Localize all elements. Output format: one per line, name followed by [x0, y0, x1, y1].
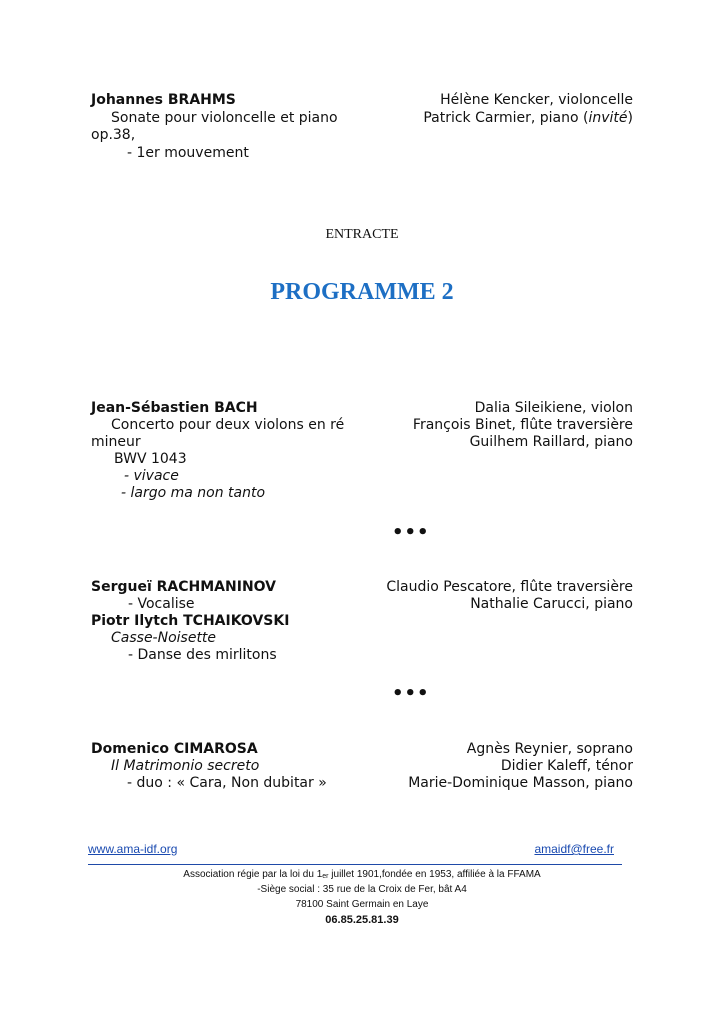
separator-dots: ••• — [392, 683, 430, 704]
separator-dots: ••• — [392, 522, 430, 543]
composer-brahms: Johannes BRAHMS — [91, 92, 236, 108]
performer: Guilhem Raillard, piano — [469, 434, 633, 450]
entracte-label: ENTRACTE — [325, 227, 399, 242]
email-link[interactable]: amaidf@free.fr — [534, 842, 614, 856]
performer: Didier Kaleff, ténor — [500, 758, 633, 774]
footer-address: -Siège social : 35 rue de la Croix de Fer, bât A4 — [257, 884, 467, 895]
work-title: Sonate pour violoncelle et piano — [111, 110, 338, 126]
work-movement: - duo : « Cara, Non dubitar » — [127, 775, 327, 791]
performer: Patrick Carmier, piano (invité) — [423, 110, 633, 126]
performer: Marie-Dominique Masson, piano — [408, 775, 633, 791]
performer: Claudio Pescatore, flûte traversière — [386, 579, 633, 595]
programme-title: PROGRAMME 2 — [270, 279, 454, 305]
work-opus: op.38, — [91, 127, 136, 143]
footer-divider — [88, 864, 622, 865]
performer: François Binet, flûte traversière — [412, 417, 633, 433]
performer: Nathalie Carucci, piano — [470, 596, 633, 612]
composer-tchaikovski: Piotr Ilytch TCHAIKOVSKI — [91, 613, 290, 629]
footer-city: 78100 Saint Germain en Laye — [295, 899, 429, 910]
work-catalog: BWV 1043 — [114, 451, 187, 467]
composer-bach: Jean-Sébastien BACH — [91, 400, 258, 416]
performer: Agnès Reynier, soprano — [466, 741, 633, 757]
website-link[interactable]: www.ama-idf.org — [88, 842, 178, 856]
performer: Dalia Sileikiene, violon — [474, 400, 633, 416]
work-title: Casse-Noisette — [111, 630, 217, 646]
work-title: Concerto pour deux violons en ré — [111, 417, 345, 433]
work-movement: - 1er mouvement — [127, 145, 249, 161]
footer-association-line: Association régie par la loi du 1er juillet 1901,fondée en 1953, affiliée à la FFAMA — [183, 869, 541, 880]
performer: Hélène Kencker, violoncelle — [440, 92, 633, 108]
composer-cimarosa: Domenico CIMAROSA — [91, 741, 258, 757]
work-movement: - vivace — [124, 468, 179, 484]
composer-rachmaninov: Sergueï RACHMANINOV — [91, 579, 277, 595]
footer-phone: 06.85.25.81.39 — [325, 914, 399, 926]
work-title-cont: mineur — [91, 434, 141, 450]
work-movement: - Danse des mirlitons — [128, 647, 277, 663]
work-title: - Vocalise — [128, 596, 195, 612]
work-title: Il Matrimonio secreto — [111, 758, 260, 774]
work-movement: - largo ma non tanto — [121, 485, 266, 501]
